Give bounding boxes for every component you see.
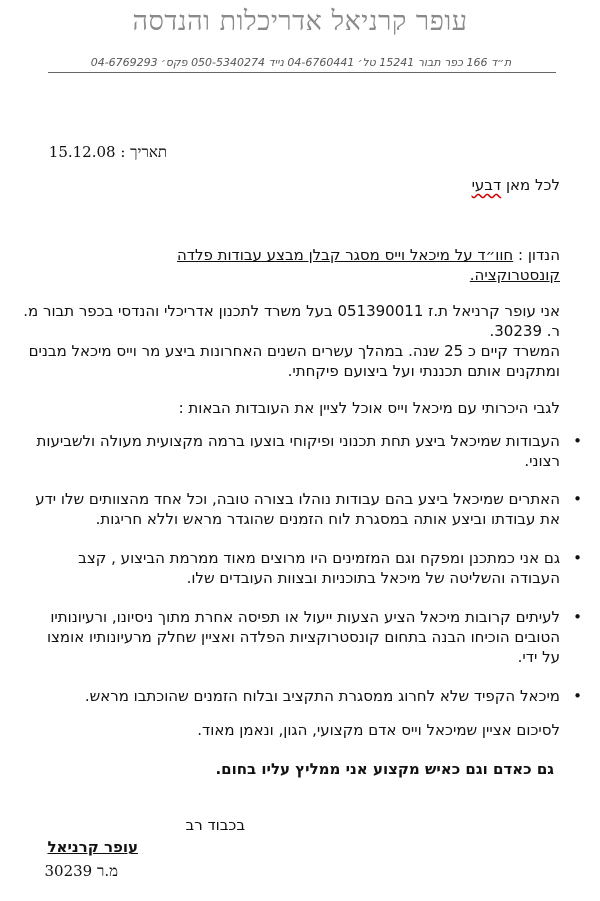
list-item-text: האתרים שמיכאל ביצע בהם עבודות נוהלו בצורה טובה, וכל אחד מהצוותים שלו ידע את עבודתו וביצע אותה במסגרת לוח הזמנים שהוגדר מראש וללא חריגות. <box>35 490 560 528</box>
subject-line <box>120 245 560 285</box>
list-item-text: גם אני כמתכנן ומפקח וגם המזמינים היו מרוצים מאוד ממרמת הביצוע , קצב העבודה והשליטה של מיכאל בתוכניות ובצוות העובדים שלו. <box>78 549 560 587</box>
intro-paragraph-1: אני עופר קרניאל ת.ז 051390011 בעל משרד לתכנון אדריכלי והנדסי בכפר תבור מ. ר. 30239. <box>23 302 560 340</box>
bullet-icon: • <box>573 432 582 450</box>
intro-paragraph-2: המשרד קיים כ 25 שנה. במהלך עשרים השנים האחרונות ביצע מר וייס מיכאל מבנים ומתקנים אותם תכננתי ועל ביצועם פיקחתי. <box>28 342 560 380</box>
recommendation-line: גם כאדם וגם כאיש מקצוע אני ממליץ עליו בחום. <box>215 760 554 778</box>
closing-line: בכבוד רב <box>185 816 245 834</box>
list-item-text: לעיתים קרובות מיכאל הציע הצעות ייעול או תפיסה אחרת מתוך ניסיונו, ורעיונותיו הטובים הוכיחו הבנה בתחום קונסטרוקציות הפלדה ואציין שחלק מרעיונותיו אומצו על ידי. <box>46 608 560 666</box>
subject-label: הנדון : <box>518 246 560 264</box>
date-label: תאריך : <box>120 143 167 161</box>
facts-list <box>30 431 582 725</box>
letterhead-contact-line: ת״ד 166 כפר תבור 15241 טל׳ 04-6760441 נייד 050-5340274 פקס׳ 04-6769293 <box>90 56 512 69</box>
list-item <box>30 548 582 588</box>
salutation <box>472 176 560 194</box>
list-item <box>30 686 582 706</box>
bullet-icon: • <box>573 687 582 705</box>
subject-text: חוו״ד על מיכאל וייס מסגר קבלן מבצע עבודות פלדה קונסטרוקציה. <box>176 246 560 284</box>
intro-paragraph <box>20 301 560 381</box>
list-item-text: מיכאל הקפיד שלא לחרוג ממסגרת התקציב ובלוח הזמנים שהוכתבו מראש. <box>84 687 560 705</box>
signature-name: עופר קרניאל <box>47 838 138 856</box>
list-item <box>30 607 582 667</box>
letterhead-title: עופר קרניאל אדריכלות והנדסה <box>132 6 468 37</box>
bullet-icon: • <box>573 490 582 508</box>
list-item-text: העבודות שמיכאל ביצע תחת תכנוני ופיקוחי בוצעו ברמה מקצועית מעולה ולשביעות רצוני. <box>36 432 560 470</box>
date-value: 15.12.08 <box>48 143 116 161</box>
salutation-prefix: לכל מאן <box>501 176 560 194</box>
bullet-icon: • <box>573 549 582 567</box>
list-item <box>30 431 582 471</box>
signature-registration: מ.ר 30239 <box>44 862 118 880</box>
letterhead-divider <box>48 72 556 73</box>
summary-line: לסיכום אציין שמיכאל וייס אדם מקצועי, הגון, ונאמן מאוד. <box>197 721 560 739</box>
salutation-word: דבעי <box>471 176 502 194</box>
list-heading: לגבי היכרותי עם מיכאל וייס אוכל לציין את העובדות הבאות : <box>178 399 560 417</box>
list-item <box>30 489 582 529</box>
bullet-icon: • <box>573 608 582 626</box>
date-line <box>25 143 167 162</box>
